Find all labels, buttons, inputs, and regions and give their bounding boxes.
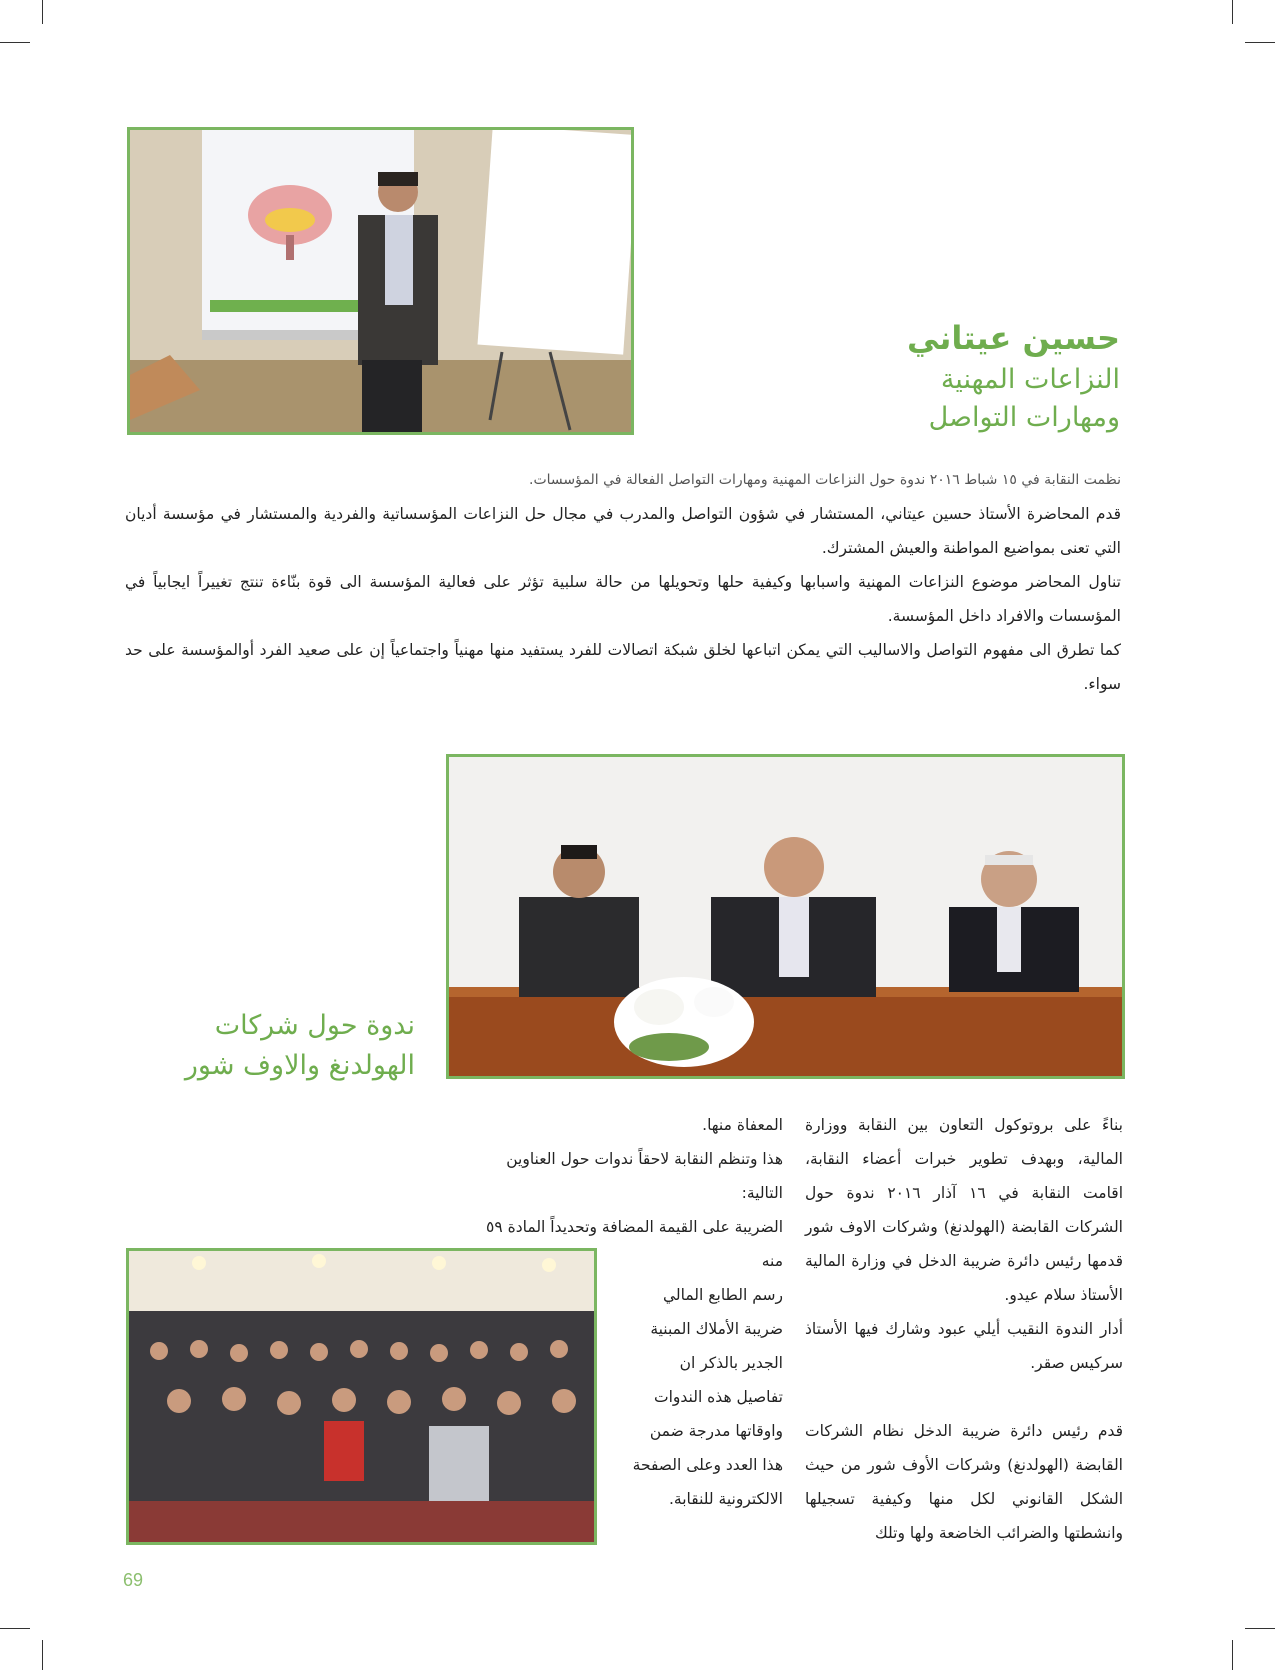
article2-line: رسم الطابع المالي [662,1286,783,1304]
article2-title: ندوة حول شركات [214,1010,415,1041]
article2-line: الالكترونية للنقابة. [668,1490,783,1508]
article-paragraph: تناول المحاضر موضوع النزاعات المهنية واسبابها وكيفية حلها وتحويلها من حالة سلبية تؤثر على فعالية المؤسسة الى قوة بنّاءة تنتج تغييراً ايجابياً في المؤسسات والافراد داخل المؤسسة. [125,573,1121,625]
page-number: 69 [123,1570,144,1590]
article2-line: هذا العدد وعلى الصفحة [632,1456,783,1474]
article2-line: الجدير بالذكر ان [679,1354,783,1372]
crop-mark [1245,42,1275,43]
article2-line: المعفاة منها. [702,1116,783,1134]
crop-mark [1232,0,1233,24]
article2-line: تفاصيل هذه الندوات [654,1388,783,1406]
crop-mark [0,42,30,43]
article-paragraph: كما تطرق الى مفهوم التواصل والاساليب التي يمكن اتباعها لخلق شبكة اتصالات للفرد يستفيد منها مهنياً واجتماعياً إن على صعيد الفرد أوالمؤسسة على حد سواء. [125,641,1121,693]
article2-line: واوقاتها مدرجة ضمن [649,1422,783,1440]
panel-photo [446,754,1125,1079]
article2-paragraph: بناءً على بروتوكول التعاون بين النقابة ووزارة المالية، وبهدف تطوير خبرات أعضاء النقابة، اقامت النقابة في ١٦ آذار ٢٠١٦ ندوة حول الشركات القابضة (الهولدنغ) وشركات الاوف شور قدمها رئيس دائرة ضريبة الدخل في وزارة المالية الأستاذ سلام عيدو. [805,1116,1124,1304]
article2-line: ضريبة الأملاك المبنية [650,1320,783,1338]
article2-line: هذا وتنظم النقابة لاحقاً ندوات حول العناوين التالية: [506,1150,783,1202]
article2-line: الضريبة على القيمة المضافة وتحديداً المادة ٥٩ منه [486,1218,783,1270]
article-subtitle: ومهارات التواصل [928,402,1120,433]
audience-photo [126,1248,597,1545]
crop-mark [42,1640,43,1670]
crop-mark [1245,1628,1275,1629]
article-subtitle: النزاعات المهنية [940,364,1120,395]
article-paragraph: قدم المحاضرة الأستاذ حسين عيتاني، المستشار في شؤون التواصل والمدرب في مجال حل النزاعات المؤسساتية والفردية والمستشار في مؤسسة أديان التي تعنى بمواضيع المواطنة والعيش المشترك. [125,505,1121,557]
article2-paragraph: قدم رئيس دائرة ضريبة الدخل نظام الشركات القابضة (الهولدنغ) وشركات الأوف شور من حيث الشكل القانوني لكل منها وكيفية تسجيلها وانشطتها والضرائب الخاضعة ولها وتلك [805,1422,1123,1542]
article2-paragraph: أدار الندوة النقيب أيلي عبود وشارك فيها الأستاذ سركيس صقر. [805,1320,1123,1372]
article-title: حسين عيتاني [906,319,1120,357]
article2-right-column [805,1108,1123,1550]
crop-mark [42,0,43,24]
speaker-photo [127,127,634,435]
article-body [125,463,1121,701]
crop-mark [1232,1640,1233,1670]
crop-mark [0,1628,30,1629]
article2-title: الهولدنغ والاوف شور [184,1050,415,1081]
article-intro: نظمت النقابة في ١٥ شباط ٢٠١٦ ندوة حول النزاعات المهنية ومهارات التواصل الفعالة في المؤسسات. [529,472,1121,488]
